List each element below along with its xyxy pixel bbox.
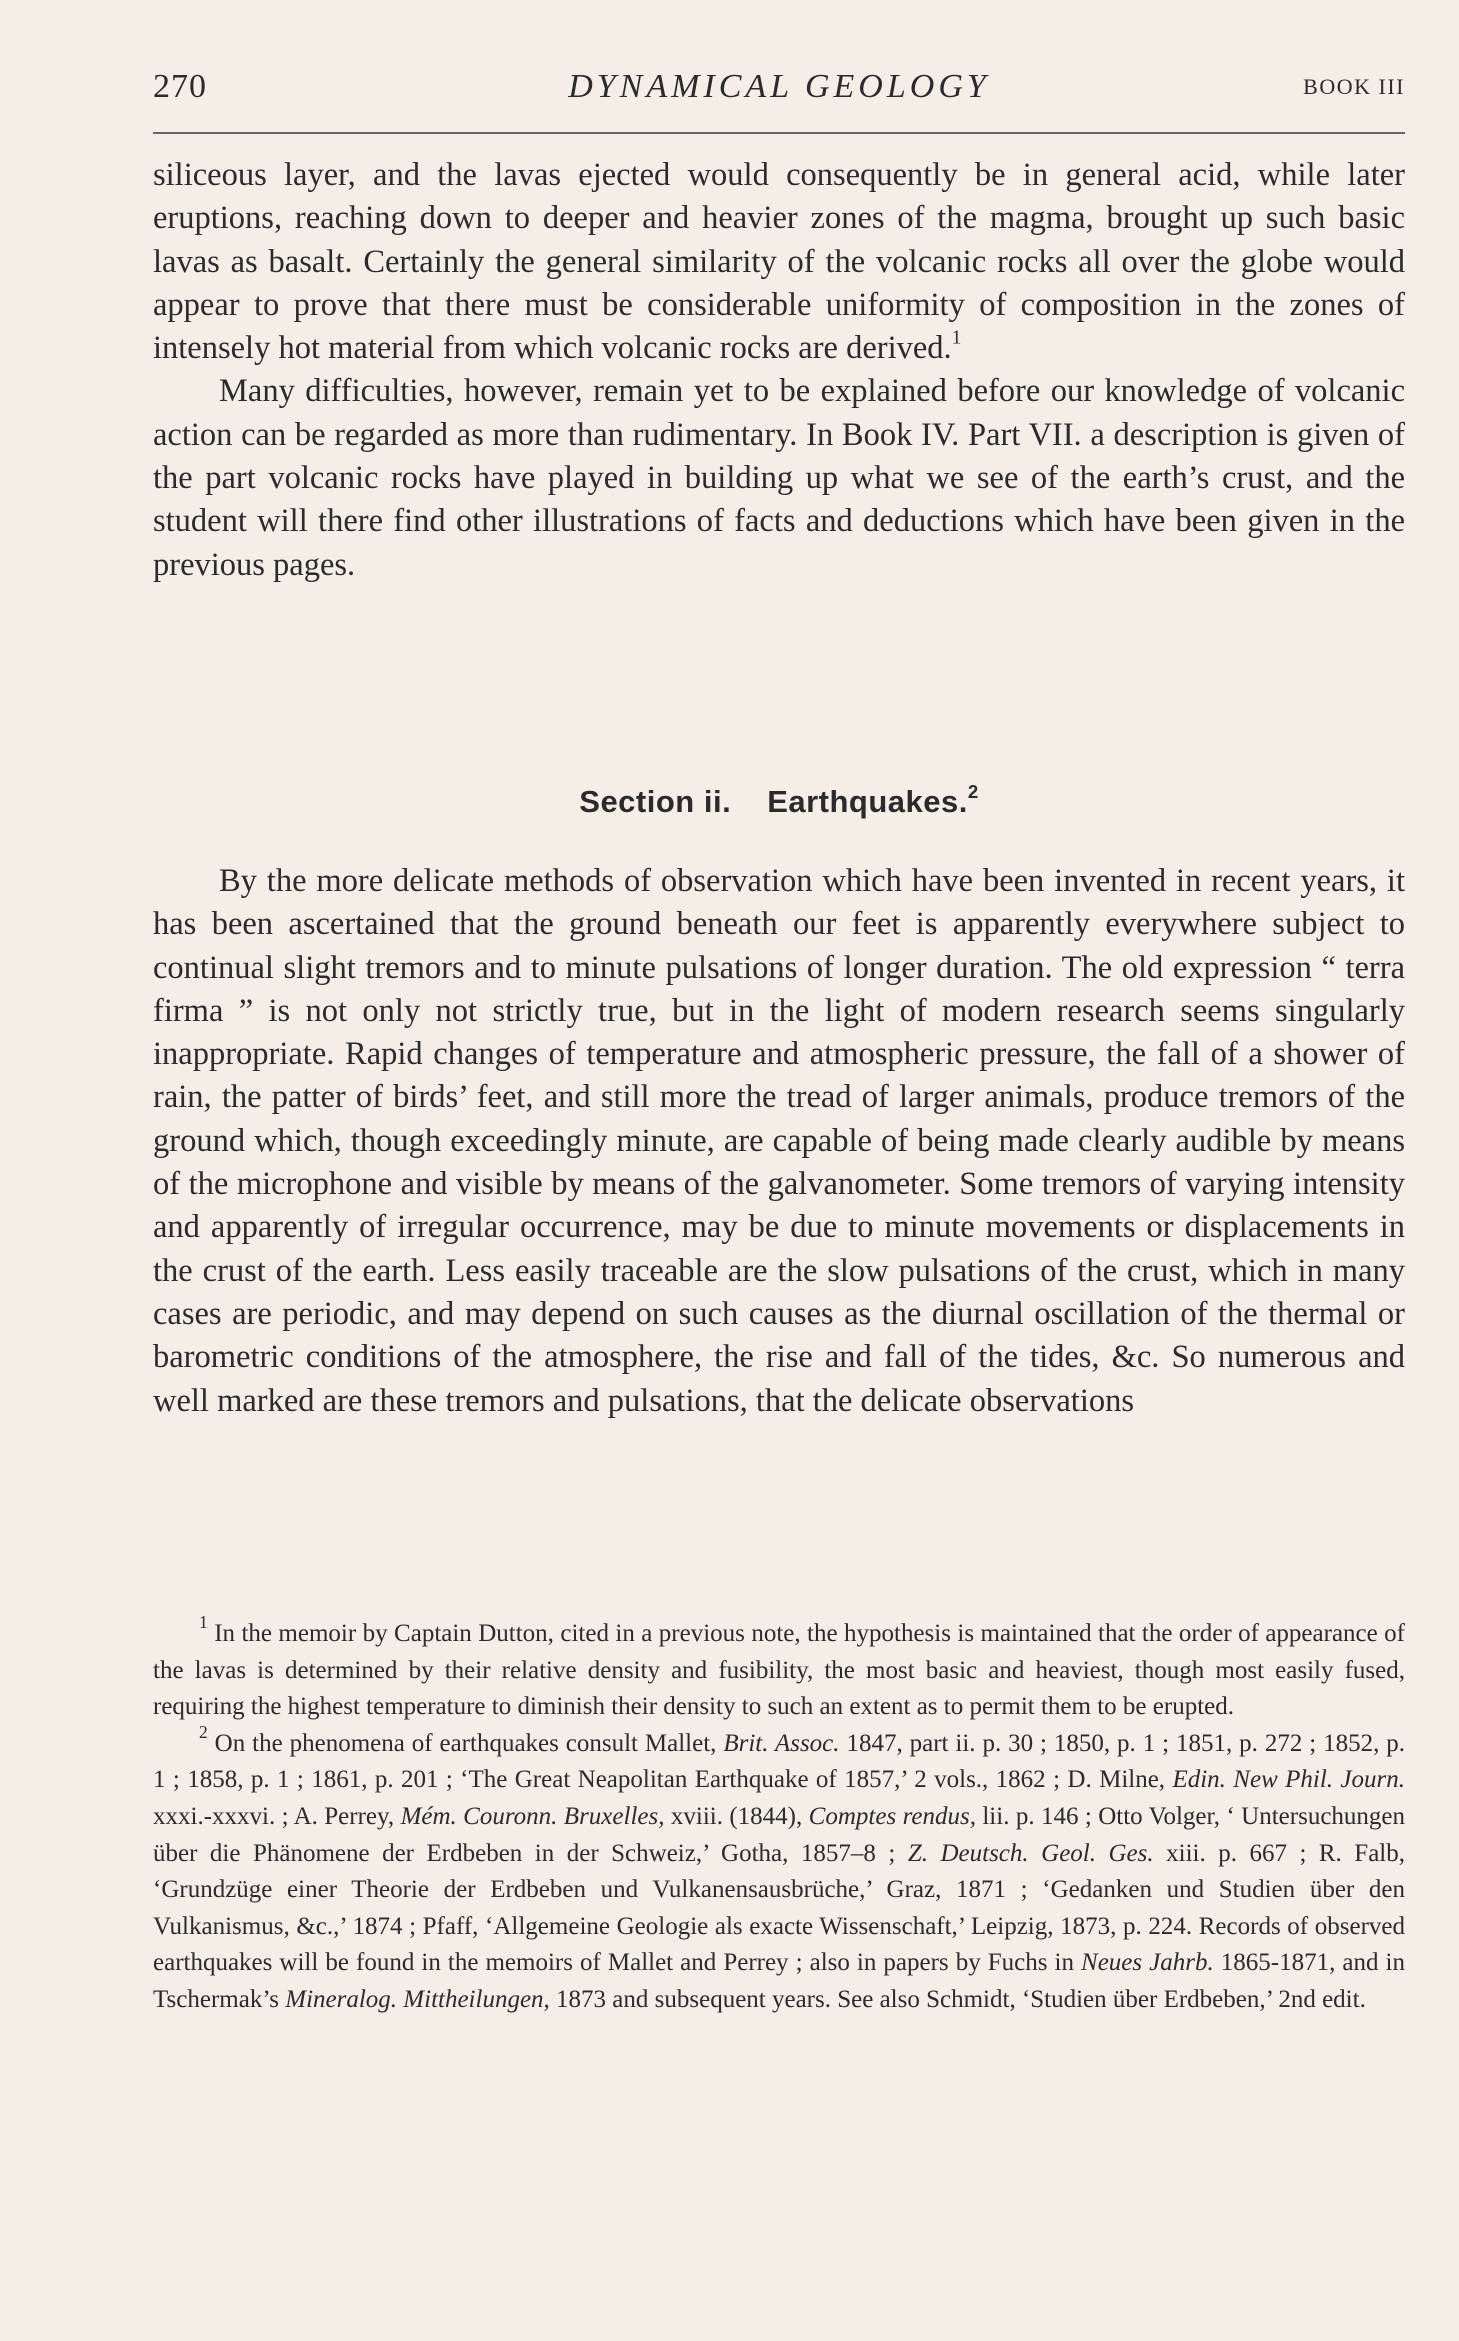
footnotes <box>153 1611 1406 2019</box>
paragraph-difficulties: Many difficulties, however, remain yet to be explained before our knowledge of volcanic action can be regarded as more than rudimentary. In Book IV. Part VII. a description is given of the part volcanic rocks have played in building up what we see of the earth’s crust, and the student will there find other illustrations of facts and deductions which have been given in the previous pages. <box>153 373 1405 583</box>
running-header <box>153 68 1405 116</box>
footnote-ref-2: 2 <box>967 781 979 803</box>
header-rule <box>153 132 1405 134</box>
book-label: BOOK III <box>1303 74 1405 99</box>
section-label: Section ii. <box>579 784 732 819</box>
footnote-1: $^1$ In the memoir by Captain Dutton, cited in a previous note, the hypothesis is maintained that the order of appearance of the lavas is determined by their relative density and fusibility, the most basic and heaviest, though most easily fused, requiring the highest temperature to diminish their density to such an extent as to permit them to be erupted. <box>153 1611 1405 1721</box>
footnote-2-mark: 2 <box>199 1721 208 1742</box>
continuation-text <box>153 154 1405 587</box>
page-number: 270 <box>153 68 207 105</box>
footnote-1-mark: 1 <box>199 1611 208 1632</box>
footnote-2: $^2$ On the phenomena of earthquakes consult Mallet, Brit. Assoc. 1847, part ii. p. 30 ; 1850, p. 1 ; 1851, p. 272 ; 1852, p. 1 ; 1858, p. 1 ; 1861, p. 201 ; ‘The Great Neapolitan Earthquake of 1857,’ 2 vols., 1862 ; D. Milne, Edin. New Phil. Journ. xxxi.-xxxvi. ; A. Perrey, Mém. Couronn. Bruxelles, xviii. (1844), Comptes rendus, lii. p. 146 ; Otto Volger, ‘ Untersuchungen über die Phänomene der Erdbeben in der Schweiz,’ Gotha, 1857–8 ; Z. Deutsch. Geol. Ges. xiii. p. 667 ; R. Falb, ‘Grundzüge einer Theorie der Erdbeben und Vulkanensausbrüche,’ Graz, 1871 ; ‘Gedanken und Studien über den Vulkanismus, &c.,’ 1874 ; Pfaff, ‘Allgemeine Geologie als exacte Wissenschaft,’ Leipzig, 1873, p. 224. Records of observed earthquakes will be found in the memoirs of Mallet and Perrey ; also in papers by Fuchs in Neues Jahrb. 1865-1871, and in Tschermak’s Mineralog. Mittheilungen, 1873 and subsequent years. See also Schmidt, ‘Studien über Erdbeben,’ 2nd edit. <box>153 1721 1406 2013</box>
footnote-ref-1: 1 <box>951 327 962 349</box>
section-title: Earthquakes. <box>767 784 968 819</box>
section-heading <box>153 781 1405 820</box>
running-title: DYNAMICAL GEOLOGY <box>568 68 990 105</box>
paragraph-earthquakes: By the more delicate methods of observation which have been invented in recent years, it has been ascertained that the ground beneath our feet is apparently everywhere subject to continual slight tremors and to minute pulsations of longer duration. The old expression “ terra firma ” is not only not strictly true, but in the light of modern research seems singularly inappropriate. Rapid changes of temperature and atmospheric pressure, the fall of a shower of rain, the patter of birds’ feet, and still more the tread of larger animals, produce tremors of the ground which, though exceedingly minute, are capable of being made clearly audible by means of the microphone and visible by means of the galvanometer. Some tremors of varying intensity and apparently of irregular occurrence, may be due to minute movements or displacements in the crust of the earth. Less easily traceable are the slow pulsations of the crust, which in many cases are periodic, and may depend on such causes as the diurnal oscillation of the thermal or barometric conditions of the atmosphere, the rise and fall of the tides, &c. So numerous and well marked are these tremors and pulsations, that the delicate observations <box>153 863 1405 1419</box>
paragraph-continued: siliceous layer, and the lavas ejected would consequently be in general acid, while later eruptions, reaching down to deeper and heavier zones of the magma, brought up such basic lavas as basalt. Certainly the general similarity of the volcanic rocks all over the globe would appear to prove that there must be considerable uniformity of composition in the zones of intensely hot material from which volcanic rocks are derived.$^1$ <box>153 157 1405 367</box>
